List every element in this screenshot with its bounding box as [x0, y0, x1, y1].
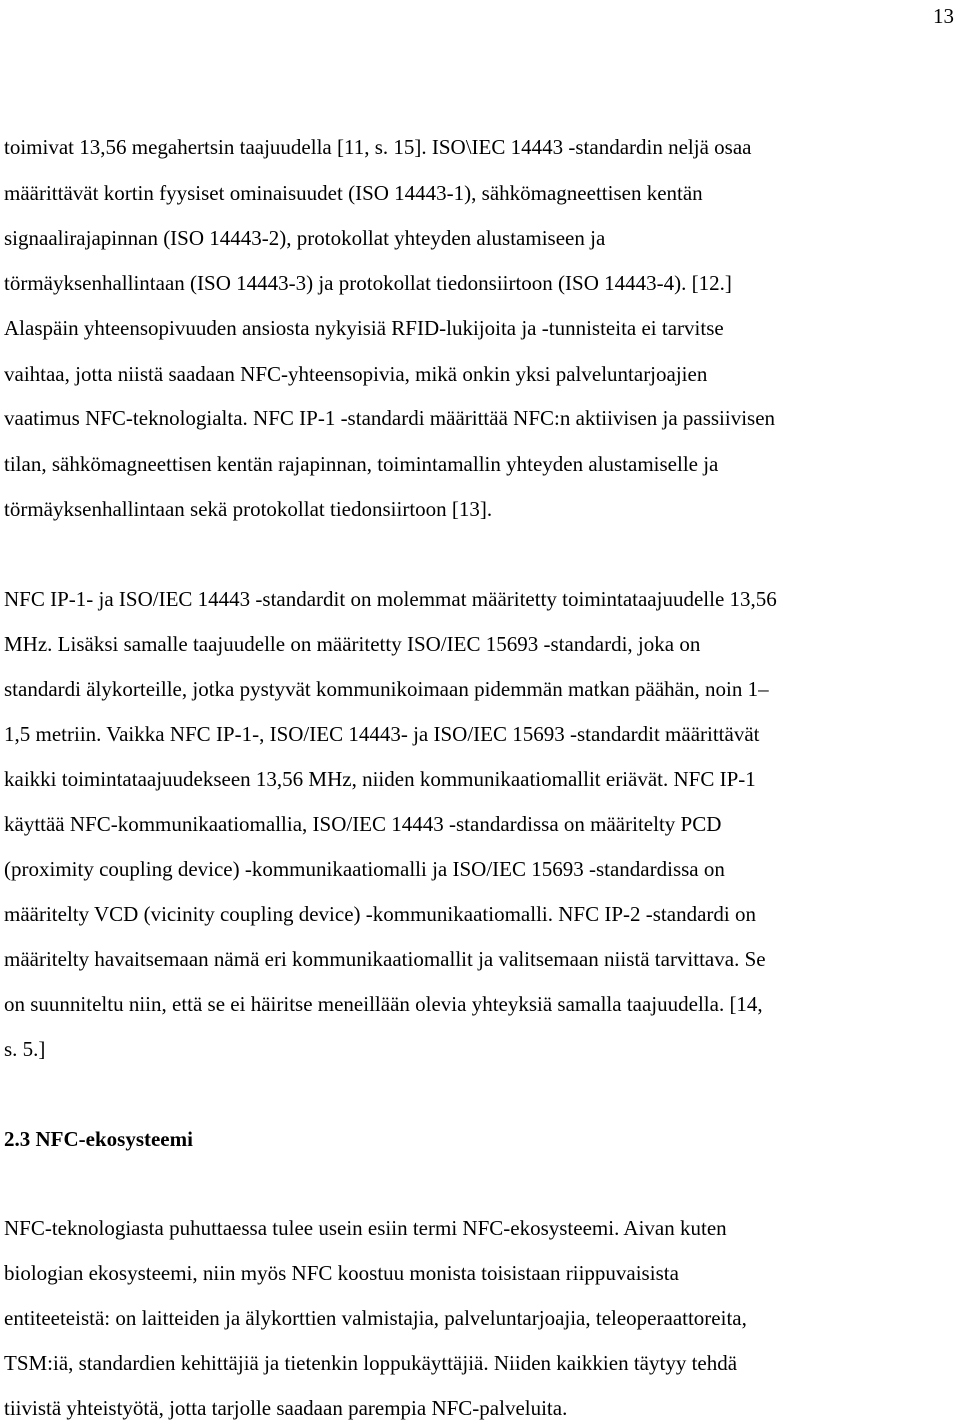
text-line: törmäyksenhallintaan (ISO 14443-3) ja protokollat tiedonsiirtoon (ISO 14443-4). [12.] — [4, 271, 732, 295]
text-line: määritelty VCD (vicinity coupling device) -kommunikaatiomalli. NFC IP-2 -standardi on — [4, 902, 756, 926]
text-line: toimivat 13,56 megahertsin taajuudella [11, s. 15]. ISO\IEC 14443 -standardin neljä osaa — [4, 135, 752, 159]
text-line: (proximity coupling device) -kommunikaatiomalli ja ISO/IEC 15693 -standardissa on — [4, 857, 725, 881]
text-line: määrittävät kortin fyysiset ominaisuudet (ISO 14443-1), sähkömagneettisen kentän — [4, 181, 703, 205]
text-line: törmäyksenhallintaan sekä protokollat tiedonsiirtoon [13]. — [4, 497, 493, 521]
text-line: biologian ekosysteemi, niin myös NFC koostuu monista toisistaan riippuvaisista — [4, 1261, 679, 1285]
text-line: TSM:iä, standardien kehittäjiä ja tietenkin loppukäyttäjiä. Niiden kaikkien täytyy tehdä — [4, 1351, 738, 1375]
text-line: vaatimus NFC-teknologialta. NFC IP-1 -standardi määrittää NFC:n aktiivisen ja passiivisen — [4, 406, 776, 430]
section-heading: 2.3 NFC-ekosysteemi — [4, 1127, 193, 1151]
text-line: tiivistä yhteistyötä, jotta tarjolle saadaan parempia NFC-palveluita. — [4, 1396, 568, 1420]
text-line: käyttää NFC-kommunikaatiomallia, ISO/IEC 14443 -standardissa on määritelty PCD — [4, 812, 722, 836]
page-number: 13 — [933, 4, 954, 28]
text-line: s. 5.] — [4, 1037, 46, 1061]
text-line: standardi älykorteille, jotka pystyvät kommunikoimaan pidemmän matkan päähän, noin 1– — [4, 677, 769, 701]
text-line: entiteeteistä: on laitteiden ja älykorttien valmistajia, palveluntarjoajia, teleoperaattoreita, — [4, 1306, 747, 1330]
text-line: NFC IP-1- ja ISO/IEC 14443 -standardit on molemmat määritetty toimintataajuudelle 13,56 — [4, 587, 777, 611]
text-line: on suunniteltu niin, että se ei häiritse meneillään olevia yhteyksiä samalla taajuudella. [14, — [4, 992, 763, 1016]
text-line: signaalirajapinnan (ISO 14443-2), protokollat yhteyden alustamiseen ja — [4, 226, 606, 250]
text-line: NFC-teknologiasta puhuttaessa tulee usein esiin termi NFC-ekosysteemi. Aivan kuten — [4, 1216, 727, 1240]
text-line: Alaspäin yhteensopivuuden ansiosta nykyisiä RFID-lukijoita ja -tunnisteita ei tarvitse — [4, 316, 724, 340]
text-line: MHz. Lisäksi samalle taajuudelle on määritetty ISO/IEC 15693 -standardi, joka on — [4, 632, 701, 656]
text-line: tilan, sähkömagneettisen kentän rajapinnan, toimintamallin yhteyden alustamiselle ja — [4, 452, 719, 476]
text-line: määritelty havaitsemaan nämä eri kommunikaatiomallit ja valitsemaan niistä tarvittava. Se — [4, 947, 766, 971]
text-line: kaikki toimintataajuudekseen 13,56 MHz, niiden kommunikaatiomallit eriävät. NFC IP-1 — [4, 767, 756, 791]
text-line: vaihtaa, jotta niistä saadaan NFC-yhteensopivia, mikä onkin yksi palveluntarjoajien — [4, 362, 708, 386]
text-line: 1,5 metriin. Vaikka NFC IP-1-, ISO/IEC 14443- ja ISO/IEC 15693 -standardit määrittävät — [4, 722, 760, 746]
